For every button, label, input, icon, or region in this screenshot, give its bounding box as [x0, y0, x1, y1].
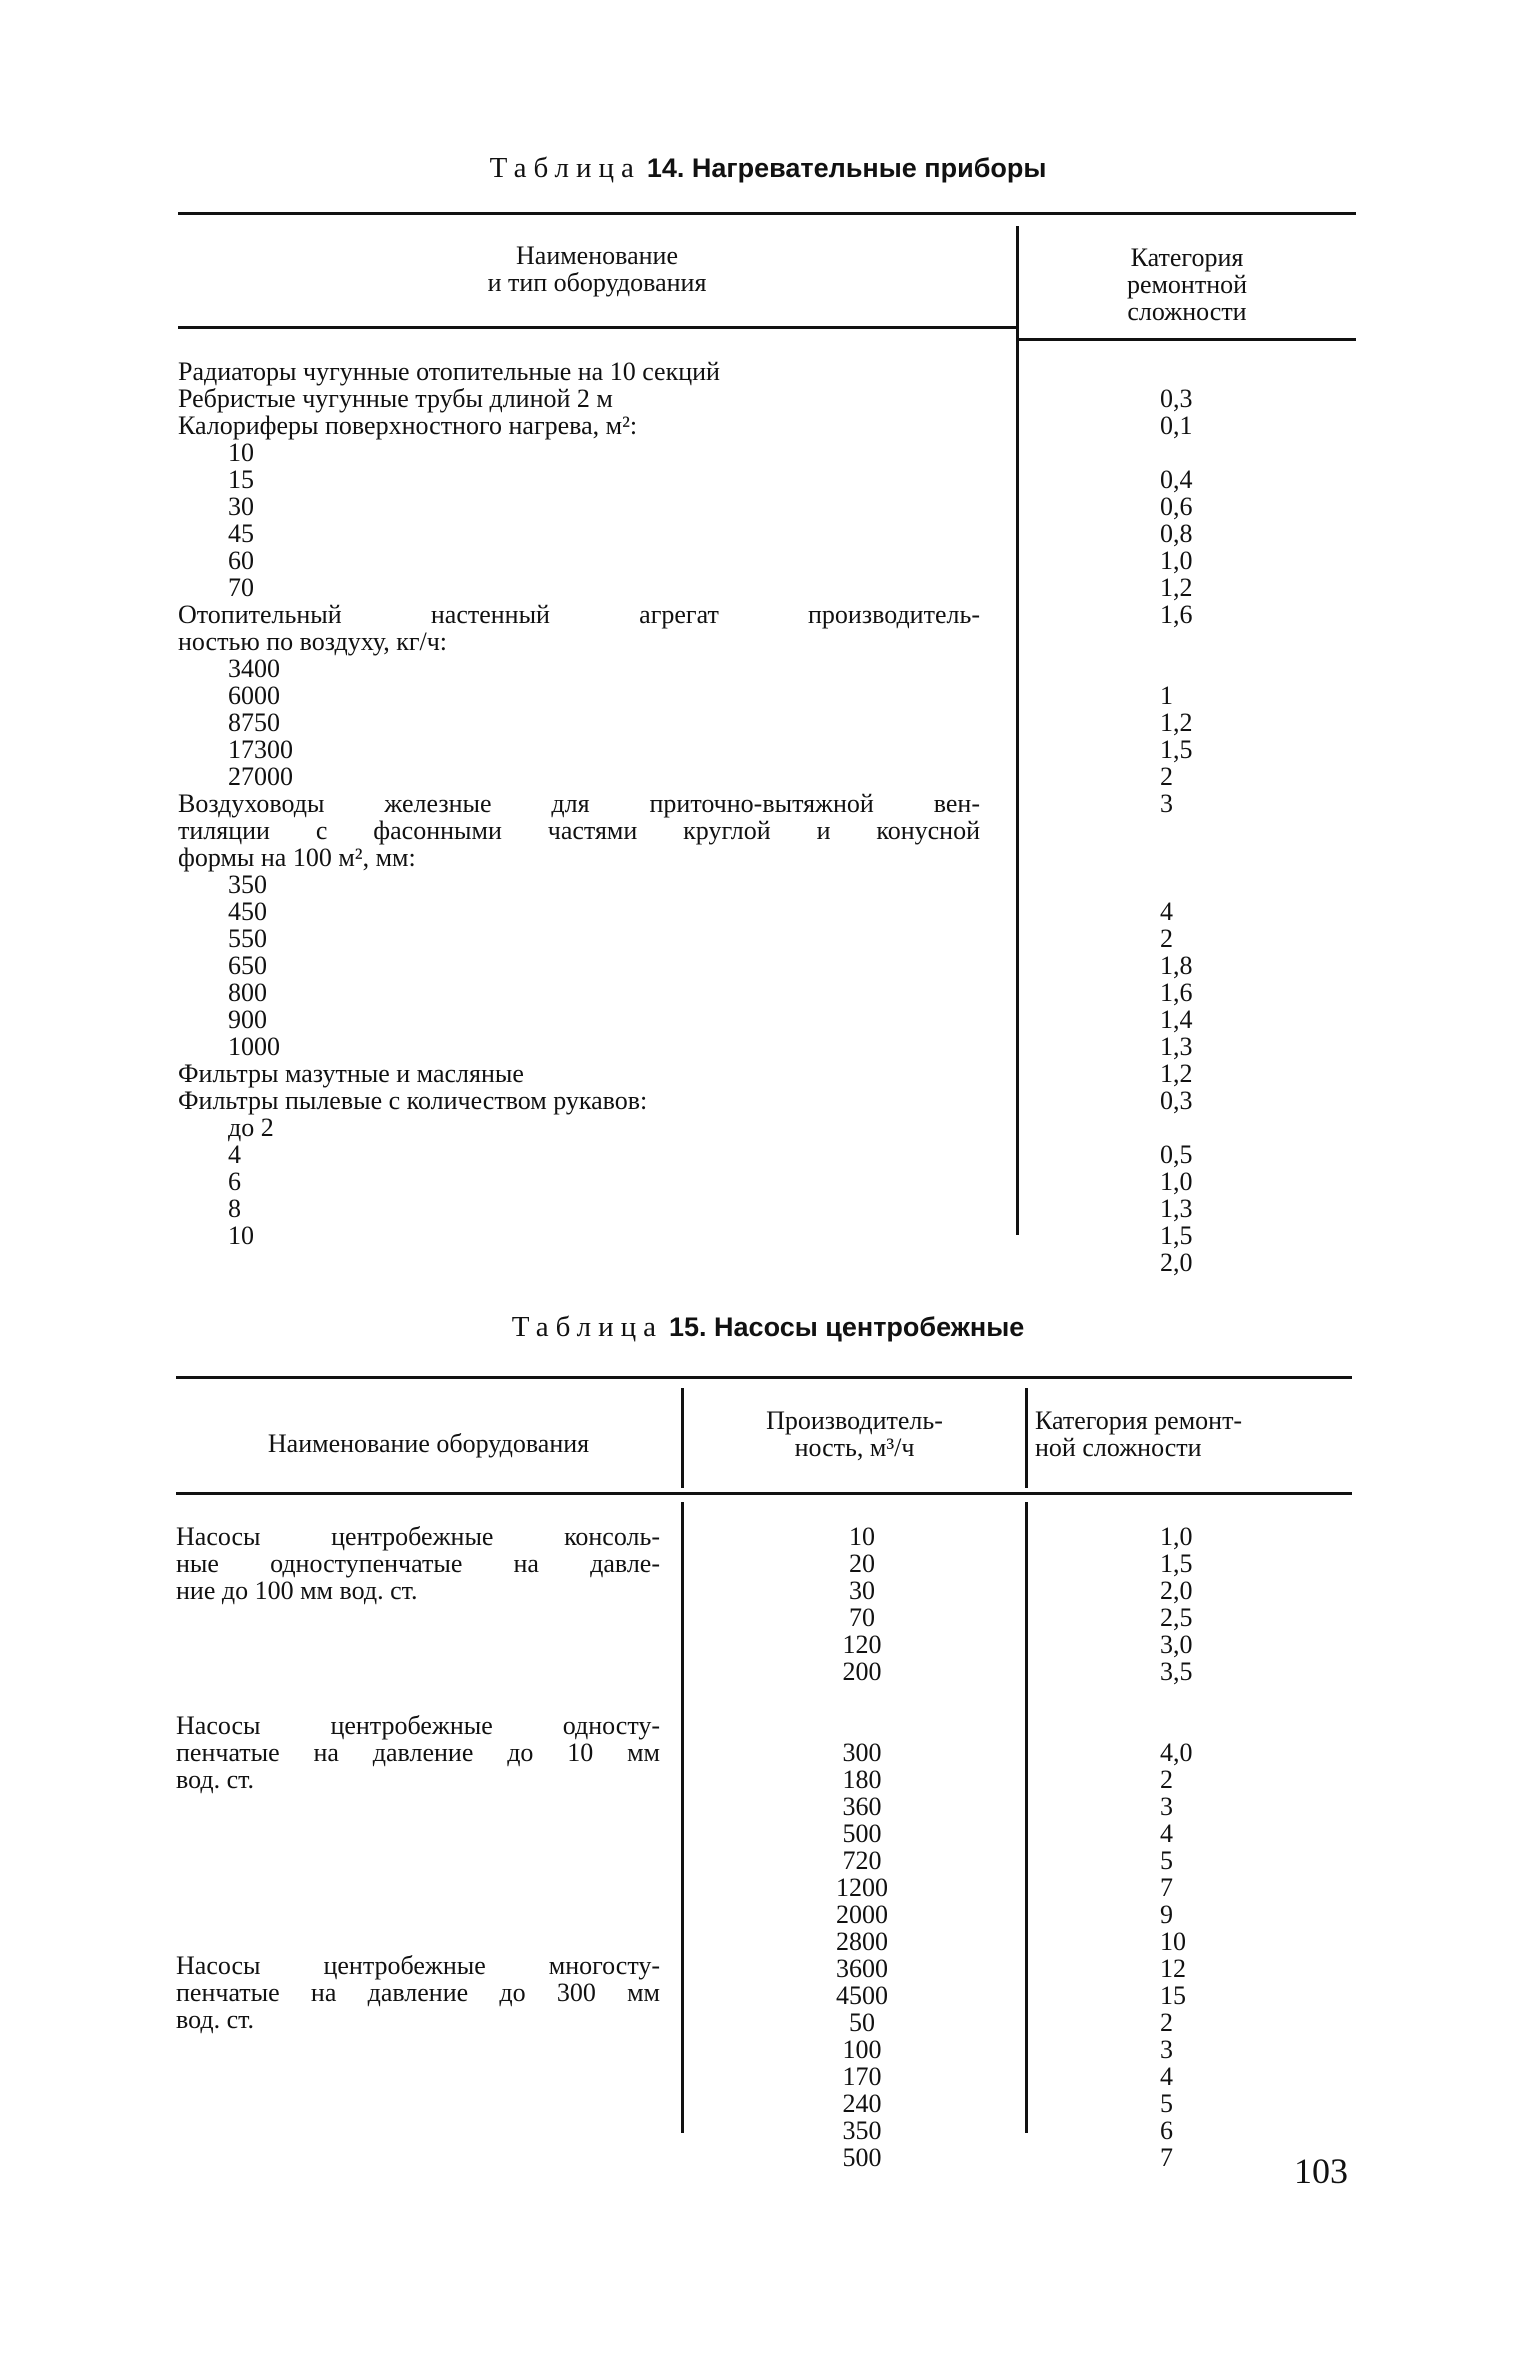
capacity-value: 300 — [842, 1738, 882, 1767]
capacity-value: 180 — [842, 1765, 882, 1794]
category-value: 3 — [1160, 1792, 1173, 1821]
category-value: 3,5 — [1160, 1657, 1193, 1686]
table-row-category: 0,4 — [1160, 465, 1193, 494]
table-row-name: 6 — [228, 1167, 241, 1196]
table-row-name — [178, 1249, 980, 1276]
table-14-category-column — [1160, 358, 1240, 1276]
table-row-category: 4 — [1160, 897, 1173, 926]
equipment-name-line: ние до 100 мм вод. ст. — [176, 1576, 418, 1605]
category-value: 3 — [1160, 2035, 1173, 2064]
equipment-name-line: вод. ст. — [176, 1765, 255, 1794]
table-row-name: 650 — [228, 951, 267, 980]
table-14-caption-label: Таблица — [489, 152, 641, 184]
table-row-category — [1160, 871, 1240, 898]
table-row-name: Отопительный настенный агрегат производитель- — [178, 600, 980, 629]
table-row-category — [1160, 655, 1240, 682]
category-value: 2 — [1160, 1765, 1173, 1794]
category-value: 2 — [1160, 2008, 1173, 2037]
table-row-name: до 2 — [228, 1113, 274, 1142]
table-row-name: 70 — [228, 573, 254, 602]
table-15-caption-label: Таблица — [511, 1311, 663, 1343]
table-row-category: 0,6 — [1160, 492, 1193, 521]
table-15-header-rule — [176, 1492, 1352, 1495]
table-row-name: 350 — [228, 870, 267, 899]
table-14-name-column — [178, 358, 980, 1276]
table-14-column-divider — [1016, 226, 1019, 1235]
table-row-category — [1160, 817, 1240, 844]
capacity-value: 100 — [842, 2035, 882, 2064]
table-row-name: 45 — [228, 519, 254, 548]
table-row-name: 17300 — [228, 735, 293, 764]
capacity-value: 2800 — [836, 1927, 888, 1956]
table-14-header-rule-right — [1018, 338, 1356, 341]
category-value — [1160, 1712, 1240, 1739]
category-value: 12 — [1160, 1954, 1186, 1983]
table-row-category — [1160, 844, 1240, 871]
table-14-header-category: Категория ремонтной сложности — [1126, 243, 1248, 326]
table-row-name: 27000 — [228, 762, 293, 791]
table-row-name: 10 — [228, 1221, 254, 1250]
equipment-name-line: Насосы центробежные многосту- — [176, 1951, 660, 1980]
table-row-name: Фильтры пылевые с количеством рукавов: — [178, 1086, 648, 1115]
category-value: 4,0 — [1160, 1738, 1193, 1767]
table-row-category: 3 — [1160, 789, 1173, 818]
table-row-category: 0,3 — [1160, 1086, 1193, 1115]
table-row-category: 1 — [1160, 681, 1173, 710]
category-value: 9 — [1160, 1900, 1173, 1929]
table-row-category: 0,3 — [1160, 384, 1193, 413]
table-15-caption-title: 15. Насосы центробежные — [669, 1312, 1025, 1342]
capacity-value: 500 — [842, 2143, 882, 2172]
table-15-header-name: Наименование оборудования — [267, 1429, 590, 1458]
table-14-top-rule — [178, 212, 1356, 215]
table-14-header-rule-left — [178, 326, 1018, 329]
table-row-name: 450 — [228, 897, 267, 926]
table-row-name: Фильтры мазутные и масляные — [178, 1059, 524, 1088]
capacity-value: 2000 — [836, 1900, 888, 1929]
table-15-header-category: Категория ремонт- ной сложности — [1035, 1406, 1243, 1462]
table-15-column-divider-2 — [1025, 1502, 1028, 2133]
table-row-name: 6000 — [228, 681, 280, 710]
table-row-category — [1160, 439, 1240, 466]
category-value: 7 — [1160, 2143, 1173, 2172]
table-row-name: 4 — [228, 1140, 241, 1169]
table-15-caption — [0, 1311, 1536, 1343]
table-row-name: 900 — [228, 1005, 267, 1034]
capacity-value: 20 — [849, 1549, 875, 1578]
capacity-value: 10 — [849, 1522, 875, 1551]
capacity-value: 120 — [842, 1630, 882, 1659]
capacity-value: 70 — [849, 1603, 875, 1632]
table-14-header-name: Наименование и тип оборудования — [487, 241, 707, 297]
table-row-name: Воздуховоды железные для приточно-вытяжной вен- — [178, 789, 980, 818]
table-15-group-2 — [176, 1712, 660, 1793]
capacity-value: 360 — [842, 1792, 882, 1821]
capacity-value — [802, 1712, 922, 1739]
equipment-name-line: Насосы центробежные односту- — [176, 1711, 660, 1740]
capacity-value: 720 — [842, 1846, 882, 1875]
capacity-value: 30 — [849, 1576, 875, 1605]
table-row-category: 2,0 — [1160, 1248, 1193, 1277]
table-row-name: 800 — [228, 978, 267, 1007]
table-row-name: 8 — [228, 1194, 241, 1223]
table-15-category-column — [1160, 1523, 1240, 2171]
category-value: 3,0 — [1160, 1630, 1193, 1659]
table-row-name: 3400 — [228, 654, 280, 683]
table-15-group-1 — [176, 1523, 660, 1604]
table-row-category: 0,8 — [1160, 519, 1193, 548]
category-value: 4 — [1160, 1819, 1173, 1848]
table-row-name: 15 — [228, 465, 254, 494]
category-value: 4 — [1160, 2062, 1173, 2091]
table-row-category — [1160, 628, 1240, 655]
table-15-column-divider-1 — [681, 1502, 684, 2133]
table-15-group-3 — [176, 1952, 660, 2033]
equipment-name-line: ные одноступенчатые на давле- — [176, 1549, 660, 1578]
table-row-category: 1,5 — [1160, 1221, 1193, 1250]
category-value: 7 — [1160, 1873, 1173, 1902]
capacity-value: 200 — [842, 1657, 882, 1686]
table-row-category: 1,2 — [1160, 1059, 1193, 1088]
capacity-value: 50 — [849, 2008, 875, 2037]
capacity-value: 4500 — [836, 1981, 888, 2010]
category-value: 5 — [1160, 1846, 1173, 1875]
table-row-category — [1160, 1114, 1240, 1141]
table-row-category: 1,0 — [1160, 546, 1193, 575]
table-15-capacity-column — [802, 1523, 922, 2171]
table-row-name: Калориферы поверхностного нагрева, м²: — [178, 411, 638, 440]
capacity-value: 1200 — [836, 1873, 888, 1902]
capacity-value: 3600 — [836, 1954, 888, 1983]
table-row-name: Радиаторы чугунные отопительные на 10 секций — [178, 357, 720, 386]
category-value: 6 — [1160, 2116, 1173, 2145]
table-row-category: 1,2 — [1160, 708, 1193, 737]
table-row-category: 1,2 — [1160, 573, 1193, 602]
table-row-name: 30 — [228, 492, 254, 521]
category-value — [1160, 1685, 1240, 1712]
table-15-header-divider-2 — [1025, 1388, 1028, 1488]
table-row-category: 1,6 — [1160, 978, 1193, 1007]
table-15-header-capacity: Производитель- ность, м³/ч — [766, 1406, 943, 1462]
table-row-category: 1,5 — [1160, 735, 1193, 764]
category-value: 2,0 — [1160, 1576, 1193, 1605]
equipment-name-line: вод. ст. — [176, 2005, 255, 2034]
category-value: 10 — [1160, 1927, 1186, 1956]
table-row-category: 0,1 — [1160, 411, 1193, 440]
table-row-name: тиляции с фасонными частями круглой и конусной — [178, 816, 980, 845]
table-row-category: 1,3 — [1160, 1032, 1193, 1061]
capacity-value: 240 — [842, 2089, 882, 2118]
capacity-value — [802, 1685, 922, 1712]
capacity-value: 350 — [842, 2116, 882, 2145]
table-14-caption-title: 14. Нагревательные приборы — [646, 153, 1047, 183]
table-row-name: формы на 100 м², мм: — [178, 843, 416, 872]
table-row-name: ностью по воздуху, кг/ч: — [178, 627, 448, 656]
table-row-name: 60 — [228, 546, 254, 575]
equipment-name-line: Насосы центробежные консоль- — [176, 1522, 660, 1551]
page-number: 103 — [1294, 2151, 1348, 2191]
table-row-category — [1160, 358, 1240, 385]
category-value: 1,0 — [1160, 1522, 1193, 1551]
table-row-name: 550 — [228, 924, 267, 953]
table-row-name: Ребристые чугунные трубы длиной 2 м — [178, 384, 613, 413]
table-row-category: 2 — [1160, 924, 1173, 953]
capacity-value: 500 — [842, 1819, 882, 1848]
table-row-category: 1,4 — [1160, 1005, 1193, 1034]
category-value: 15 — [1160, 1981, 1186, 2010]
equipment-name-line: пенчатые на давление до 300 мм — [176, 1978, 660, 2007]
capacity-value: 170 — [842, 2062, 882, 2091]
table-row-category: 0,5 — [1160, 1140, 1193, 1169]
table-row-name: 10 — [228, 438, 254, 467]
category-value: 2,5 — [1160, 1603, 1193, 1632]
table-row-category: 1,3 — [1160, 1194, 1193, 1223]
equipment-name-line: пенчатые на давление до 10 мм — [176, 1738, 660, 1767]
table-15-top-rule — [176, 1376, 1352, 1379]
table-row-category: 1,6 — [1160, 600, 1193, 629]
table-row-name: 1000 — [228, 1032, 280, 1061]
table-row-category: 2 — [1160, 762, 1173, 791]
table-14-caption — [0, 152, 1536, 184]
category-value: 1,5 — [1160, 1549, 1193, 1578]
category-value: 5 — [1160, 2089, 1173, 2118]
table-row-category: 1,8 — [1160, 951, 1193, 980]
table-row-name: 8750 — [228, 708, 280, 737]
table-row-category: 1,0 — [1160, 1167, 1193, 1196]
